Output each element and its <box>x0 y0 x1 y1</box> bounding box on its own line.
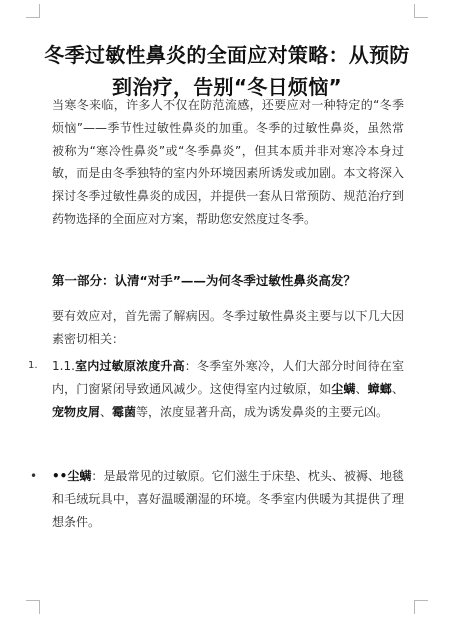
list-item-lead: 尘螨 <box>67 469 92 483</box>
list-item <box>28 355 404 423</box>
crop-mark <box>414 4 415 18</box>
numbered-list <box>28 355 404 423</box>
list-item-lead: 室内过敏原浓度升高 <box>74 359 185 373</box>
crop-mark <box>39 600 40 614</box>
crop-mark <box>39 4 40 18</box>
list-separator: 、 <box>355 381 368 396</box>
section-intro-paragraph: 要有效应对，首先需了解病因。冬季过敏性鼻炎主要与以下几大因素密切相关： <box>52 309 404 346</box>
crop-mark <box>26 17 40 18</box>
list-separator: 、 <box>391 381 404 396</box>
document-title: 冬季过敏性鼻炎的全面应对策略：从预防到治疗，告别“冬日烦恼” <box>44 43 410 100</box>
list-item-text: ：是最常见的过敏原。它们滋生于床垫、枕头、被褥、地毯和毛绒玩具中，喜好温暖潮湿的环境。冬季室内供暖为其提供了理想条件。 <box>52 469 404 529</box>
allergen-dust-mite: 尘螨 <box>331 381 356 396</box>
list-number-marker: 1. <box>28 360 38 371</box>
crop-mark <box>414 17 428 18</box>
list-item-text: ：冬季室外寒冷，人们大部分时间待在室内，门窗紧闭导致通风减少。这使得室内过敏原，如 <box>52 359 404 396</box>
allergen-cockroach: 蟑螂 <box>367 381 392 396</box>
crop-mark <box>26 600 40 601</box>
crop-mark <box>414 600 428 601</box>
section-heading: 第一部分：认清“对手”——为何冬季过敏性鼻炎高发？ <box>52 273 356 288</box>
crop-mark <box>414 600 415 614</box>
bullet-marker: • <box>30 469 38 483</box>
allergen-pet-dander: 宠物皮屑 <box>52 404 101 419</box>
list-item-prefix: 1.1. <box>52 359 75 373</box>
list-item <box>30 465 404 533</box>
intro-paragraph: 当寒冬来临，许多人不仅在防范流感，还要应对一种特定的“冬季烦恼”——季节性过敏性鼻炎的加重。冬季的过敏性鼻炎，虽然常被称为“寒冷性鼻炎”或“冬季鼻炎”，但其本质并非对寒冷本身过敏，而是由冬季独特的室内外环境因素所诱发或加剧。本文将深入探讨冬季过敏性鼻炎的成因，并提供一套从日常预防、规范治疗到药物选择的全面应对方案，帮助您安然度过冬季。 <box>52 98 404 226</box>
bullet-list <box>30 465 404 533</box>
list-item-text: 等，浓度显著升高，成为诱发鼻炎的主要元凶。 <box>136 404 389 419</box>
list-separator: 、 <box>100 404 113 419</box>
allergen-mold: 霉菌 <box>112 404 137 419</box>
list-item-prefix: •• <box>52 469 68 483</box>
